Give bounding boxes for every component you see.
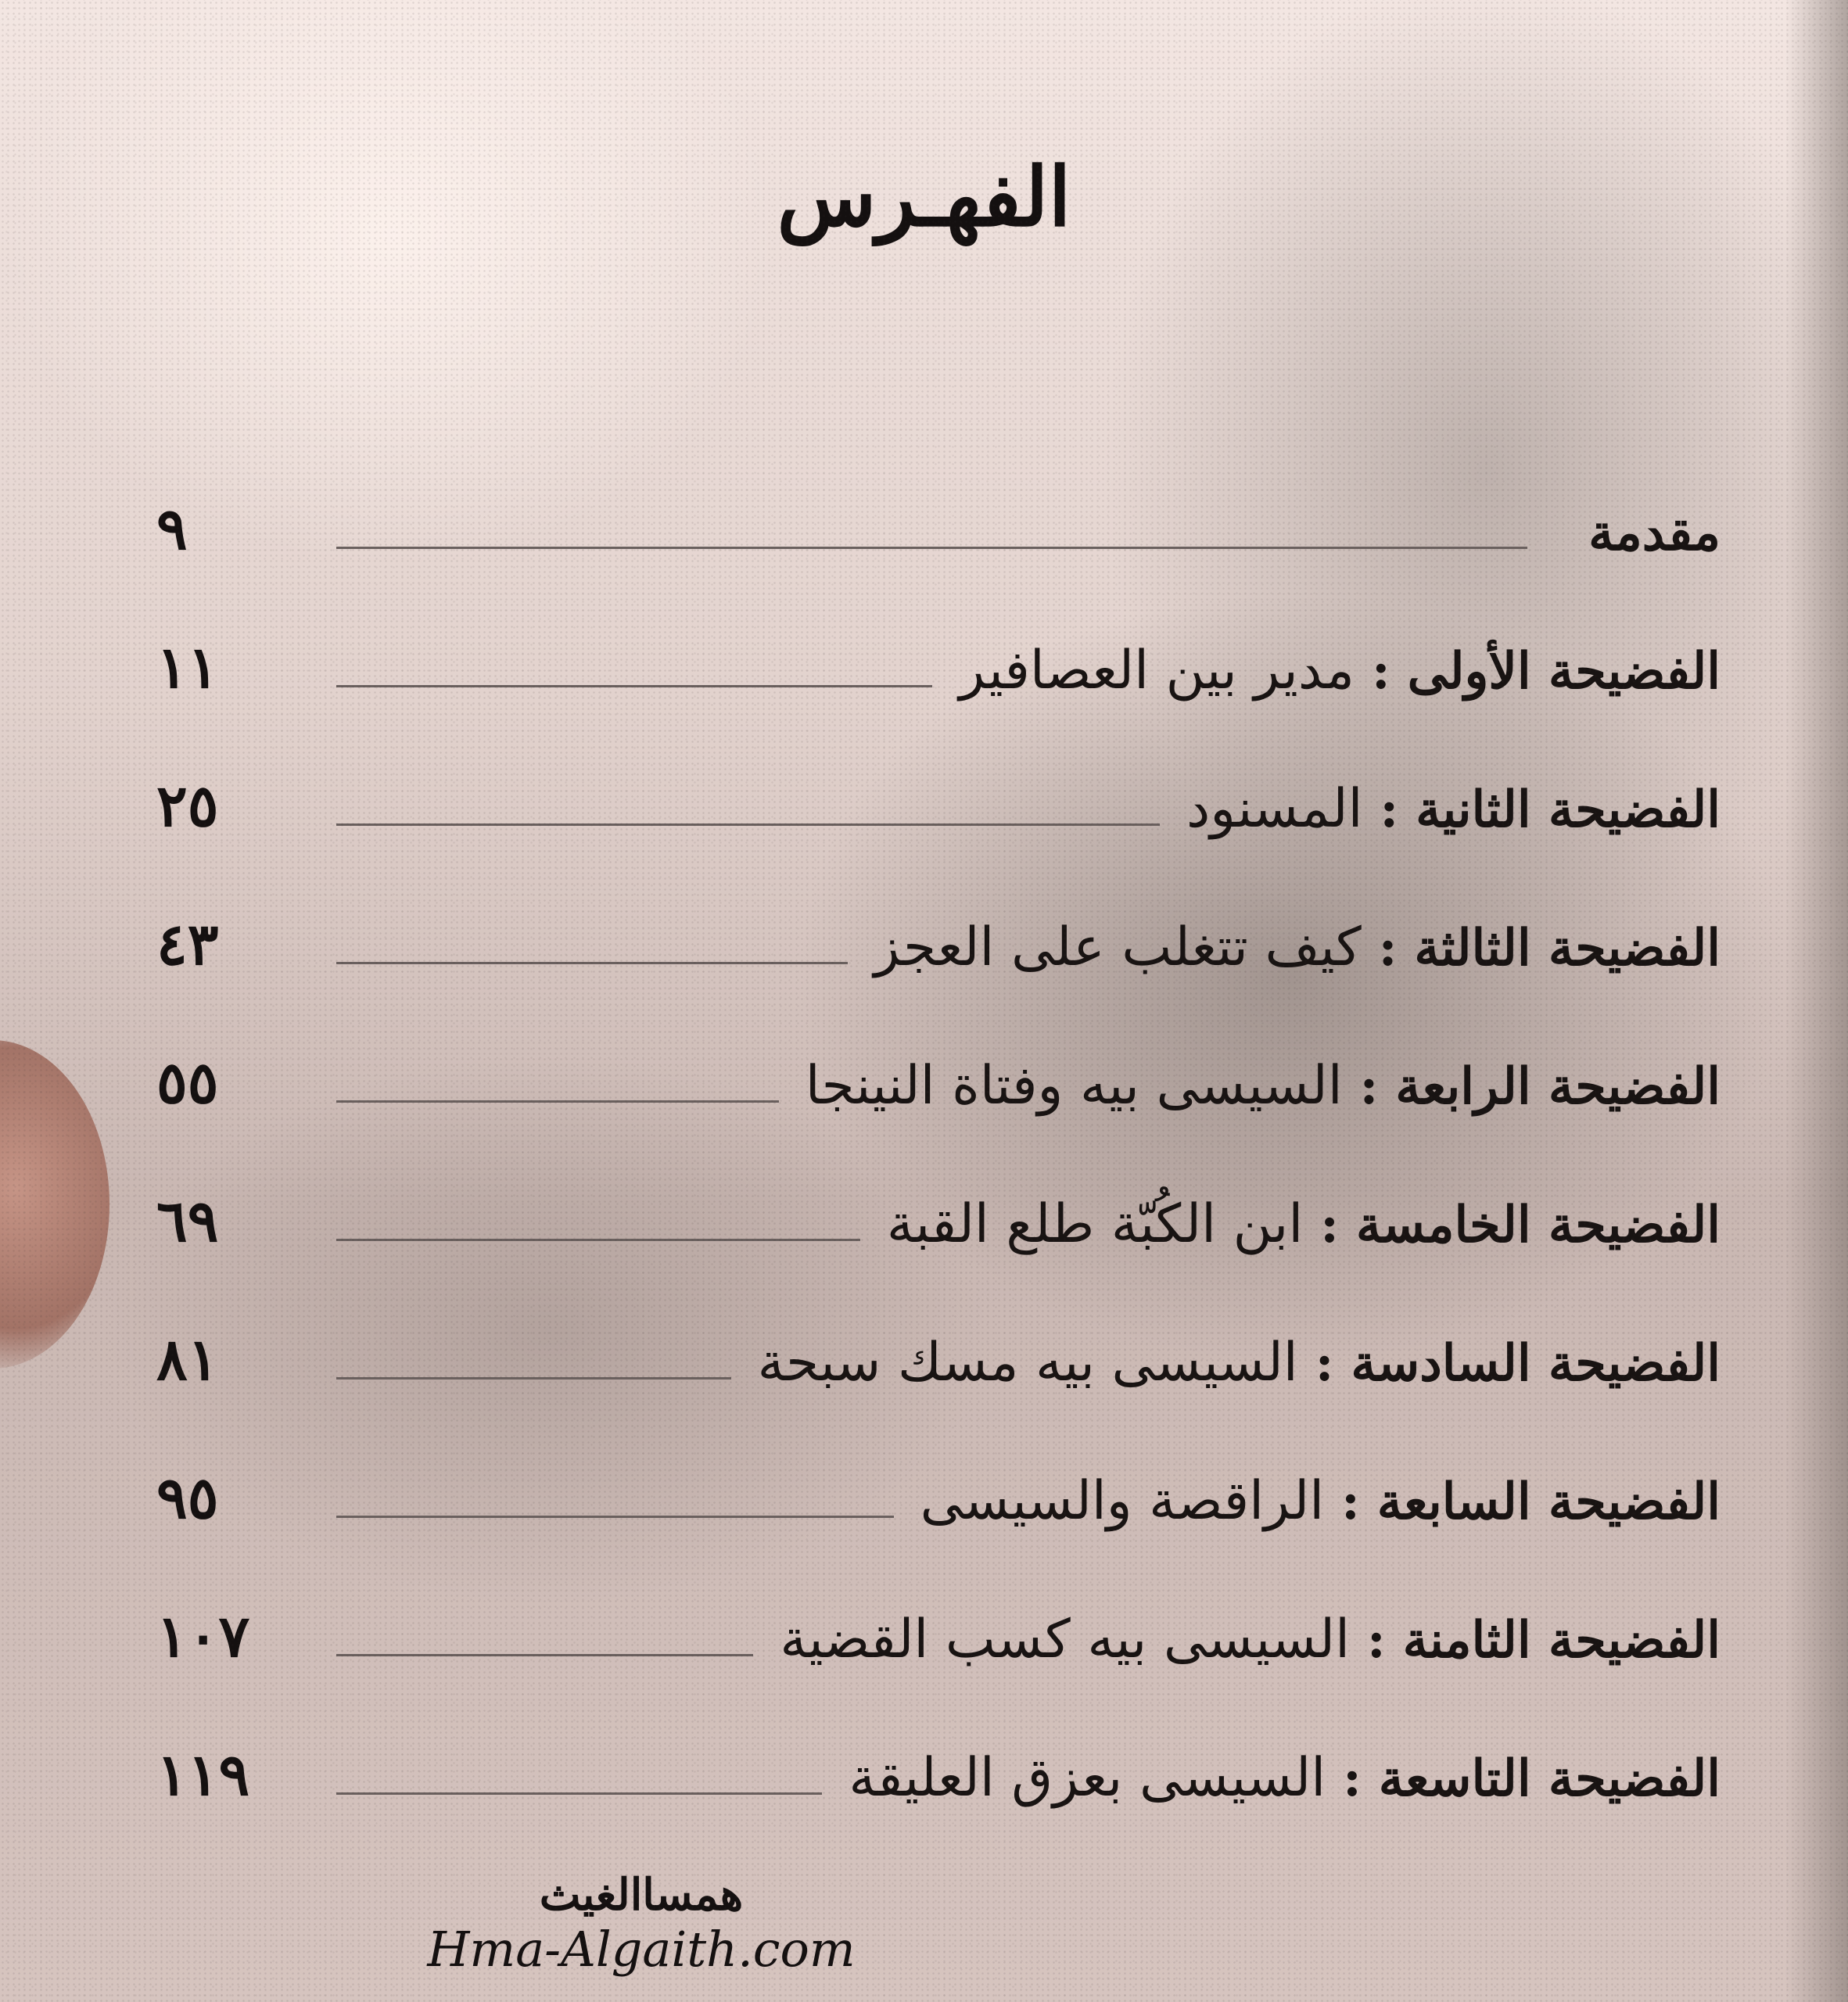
- toc-leader-line: [336, 1654, 753, 1656]
- toc-entry-label: مقدمة: [1588, 504, 1721, 562]
- toc-leader-line: [336, 823, 1160, 826]
- toc-page-number: ٨١: [156, 1326, 219, 1394]
- watermark: [422, 1869, 860, 1978]
- toc-entry-label: الفضيحة السادسة:السيسى بيه مسك سبحة: [757, 1332, 1721, 1394]
- toc-leader-line: [336, 1100, 779, 1103]
- page-edge-shadow: [1785, 0, 1848, 2002]
- toc-row-intro: [156, 469, 1721, 563]
- toc-entry-label: الفضيحة السابعة:الراقصة والسيسى: [920, 1470, 1721, 1532]
- toc-row-7: [156, 1438, 1721, 1532]
- toc-row-3: [156, 884, 1721, 978]
- toc-row-9: [156, 1715, 1721, 1809]
- table-of-contents: [156, 0, 1721, 2002]
- toc-page-number: ٩: [156, 496, 188, 563]
- toc-page-number: ١٠٧: [156, 1603, 250, 1670]
- index-title: الفهـرس: [777, 148, 1071, 245]
- toc-leader-line: [336, 547, 1527, 549]
- finger-photo-artifact: [0, 1040, 109, 1369]
- toc-leader-line: [336, 1792, 822, 1795]
- toc-entry-label: الفضيحة الثانية:المسنود: [1186, 778, 1721, 840]
- toc-row-8: [156, 1577, 1721, 1670]
- toc-entry-label: الفضيحة التاسعة:السيسى بعزق العليقة: [849, 1747, 1721, 1809]
- toc-page-number: ٥٥: [156, 1049, 219, 1117]
- toc-row-5: [156, 1161, 1721, 1255]
- toc-page-number: ٤٣: [156, 911, 219, 978]
- toc-leader-line: [336, 1239, 860, 1241]
- toc-page-number: ٩٥: [156, 1465, 219, 1532]
- toc-entry-label: الفضيحة الثامنة:السيسى بيه كسب القضية: [780, 1609, 1721, 1670]
- toc-leader-line: [336, 962, 848, 964]
- toc-page-number: ٢٥: [156, 773, 219, 840]
- toc-row-2: [156, 746, 1721, 840]
- toc-entry-label: الفضيحة الرابعة:السيسى بيه وفتاة النينجا: [805, 1055, 1721, 1117]
- toc-leader-line: [336, 1377, 731, 1380]
- toc-page-number: ١١٩: [156, 1742, 250, 1809]
- toc-row-6: [156, 1300, 1721, 1394]
- toc-page-number: ١١: [156, 634, 219, 701]
- toc-entry-label: الفضيحة الأولى:مدير بين العصافير: [959, 640, 1721, 701]
- watermark-arabic: همساالغيث: [539, 1869, 744, 1921]
- toc-entry-label: الفضيحة الثالثة:كيف تتغلب على العجز: [874, 917, 1721, 978]
- watermark-url: Hma-Algaith.com: [427, 1921, 856, 1978]
- toc-leader-line: [336, 1516, 894, 1518]
- toc-page-number: ٦٩: [156, 1188, 219, 1255]
- toc-entry-label: الفضيحة الخامسة:ابن الكُبّة طلع القبة: [886, 1193, 1721, 1255]
- toc-row-4: [156, 1023, 1721, 1117]
- toc-leader-line: [336, 685, 932, 687]
- toc-row-1: [156, 608, 1721, 701]
